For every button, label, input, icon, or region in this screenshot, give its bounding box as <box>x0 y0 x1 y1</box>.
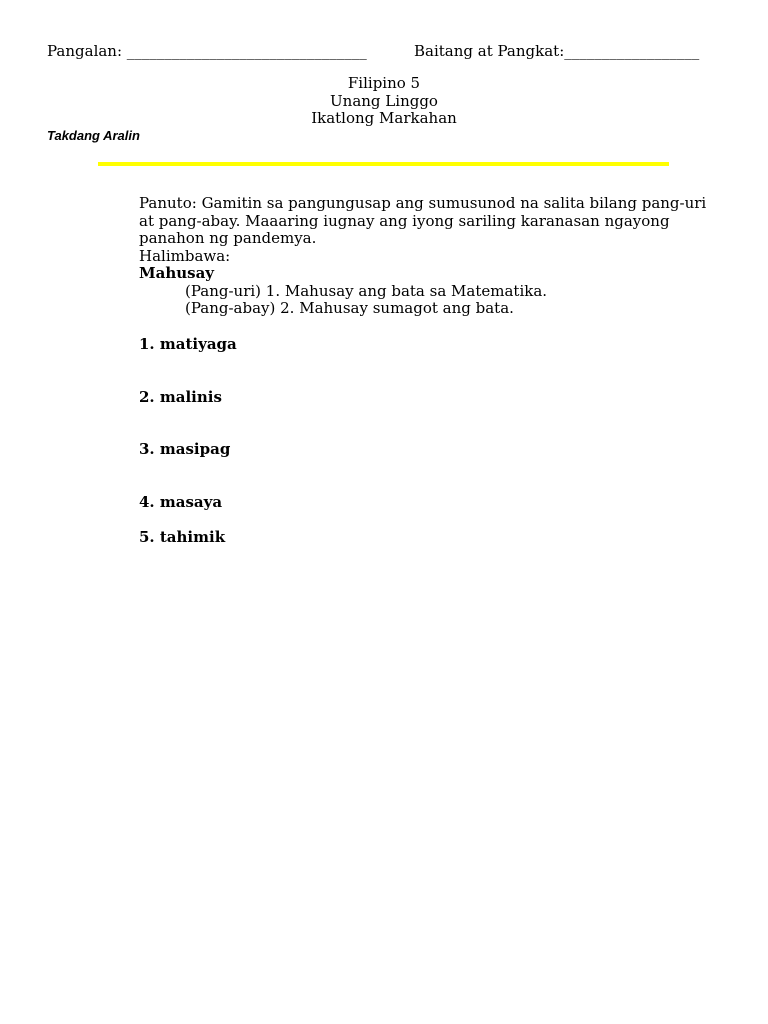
yellow-divider <box>98 162 669 166</box>
quarter-title: Ikatlong Markahan <box>311 109 457 127</box>
list-item: 5. tahimik <box>139 528 226 546</box>
list-item: 4. masaya <box>139 493 223 511</box>
grade-section-field: Baitang at Pangkat:__________________ <box>414 42 700 60</box>
title-block <box>0 75 768 128</box>
instructions-line-2: at pang-abay. Maaaring iugnay ang iyong sariling karanasan ngayong <box>139 211 670 230</box>
list-item: 2. malinis <box>139 388 222 406</box>
example-sentence-2: (Pang-abay) 2. Mahusay sumagot ang bata. <box>185 299 514 317</box>
instructions-block <box>139 195 729 318</box>
name-field: Pangalan: ________________________________ <box>47 42 367 60</box>
section-label: Takdang Aralin <box>47 128 140 143</box>
list-item: 3. masipag <box>139 440 231 458</box>
instructions-line-3: panahon ng pandemya. <box>139 229 317 247</box>
week-title: Unang Linggo <box>330 91 438 110</box>
example-word: Mahusay <box>139 264 215 282</box>
list-item: 1. matiyaga <box>139 335 237 353</box>
instructions-line-1: Panuto: Gamitin sa pangungusap ang sumusunod na salita bilang pang-uri <box>139 194 707 212</box>
subject-title: Filipino 5 <box>347 74 421 92</box>
example-sentence-1: (Pang-uri) 1. Mahusay ang bata sa Matematika. <box>185 281 548 300</box>
header-row <box>47 42 700 60</box>
example-label: Halimbawa: <box>139 246 231 265</box>
